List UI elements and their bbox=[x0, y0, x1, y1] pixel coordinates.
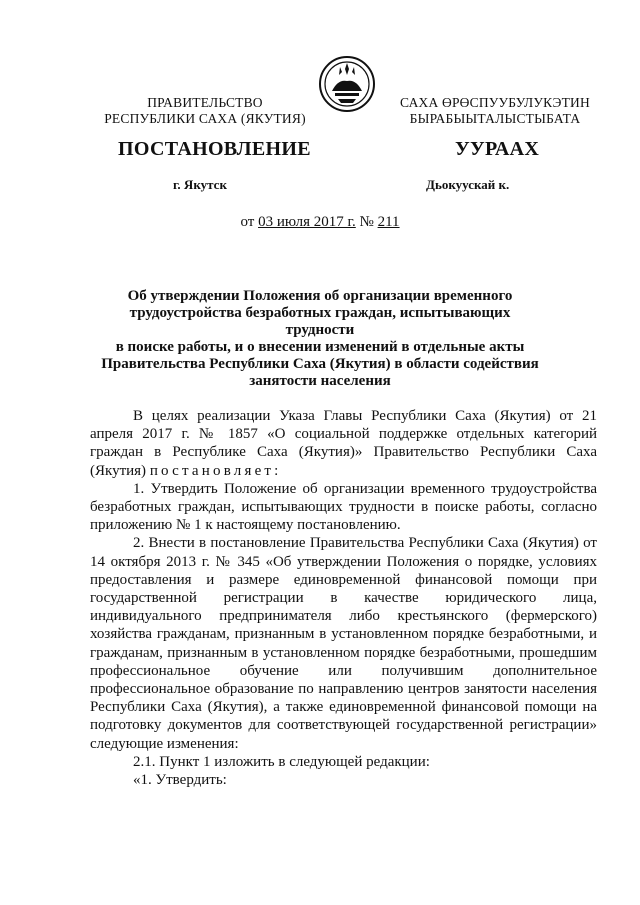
date-prefix: от bbox=[240, 214, 259, 230]
government-name-sah bbox=[385, 95, 605, 127]
paragraph-quote-start: «1. Утвердить: bbox=[133, 772, 227, 789]
gov-sah-line2: БЫРАБЫЫТАЛЫСТЫБАТА bbox=[409, 111, 581, 126]
document-body bbox=[90, 407, 597, 789]
paragraph-item-2: 2. Внести в постановление Правительства Республики Саха (Якутия) от 14 октября 2013 г. № 345 «Об утверждении Положения о порядке, условиях предоставления и размере единовременной финансовой помощи при государственной регистрации в качестве юридического лица, индивидуального предпринимателя либо крестьянского (фермерского) хозяйства гражданам, признанным в установленном порядке безработными, и гражданам, признанным в установленном порядке безработными, прошедшим профессиональное обучение или получившим дополнительное профессиональное образование по направлению центров занятости населения Республики Саха (Якутия), а также единовременной финансовой помощи на подготовку документов для соответствующей государственной регистрации» следующие изменения: bbox=[90, 535, 597, 752]
title-line: трудоустройства безработных граждан, испытывающих трудности bbox=[129, 305, 511, 338]
title-line: занятости населения bbox=[249, 373, 391, 389]
city-sah: Дьокуускай к. bbox=[426, 177, 510, 192]
preamble-text: В целях реализации Указа Главы Республики Саха (Якутия) от 21 апреля 2017 г. № 1857 «О социальной поддержке отдельных категорий граждан в Республике Саха (Якутия)» Правительство Республики Саха (Якутия) bbox=[90, 408, 597, 479]
date-line bbox=[0, 214, 640, 231]
preamble-resolves: постановляет: bbox=[149, 462, 282, 479]
government-name-ru bbox=[95, 95, 315, 127]
doc-type-ru: ПОСТАНОВЛЕНИЕ bbox=[118, 138, 311, 160]
title-line: Правительства Республики Саха (Якутия) в области содействия bbox=[101, 356, 539, 372]
paragraph-preamble bbox=[90, 407, 597, 480]
document-title bbox=[100, 288, 540, 390]
number-prefix: № bbox=[355, 214, 378, 230]
title-line: в поиске работы, и о внесении изменений в отдельные акты bbox=[115, 339, 525, 355]
paragraph-item-2-1: 2.1. Пункт 1 изложить в следующей редакции: bbox=[133, 753, 430, 770]
document-number: 211 bbox=[377, 214, 400, 230]
gov-ru-line1: ПРАВИТЕЛЬСТВО bbox=[147, 95, 263, 110]
city-ru: г. Якутск bbox=[173, 177, 227, 192]
document-date: 03 июля 2017 г. bbox=[258, 214, 356, 230]
coat-of-arms-icon bbox=[318, 55, 376, 113]
gov-ru-line2: РЕСПУБЛИКИ САХА (ЯКУТИЯ) bbox=[104, 111, 306, 126]
gov-sah-line1: САХА ӨРӨСПУУБУЛУКЭТИН bbox=[400, 95, 590, 110]
title-line: Об утверждении Положения об организации временного bbox=[127, 288, 513, 304]
paragraph-item-1: 1. Утвердить Положение об организации временного трудоустройства безработных граждан, испытывающих трудности в поиске работы, согласно приложению № 1 к настоящему постановлению. bbox=[90, 480, 597, 534]
doc-type-sah: УУРААХ bbox=[455, 138, 540, 160]
